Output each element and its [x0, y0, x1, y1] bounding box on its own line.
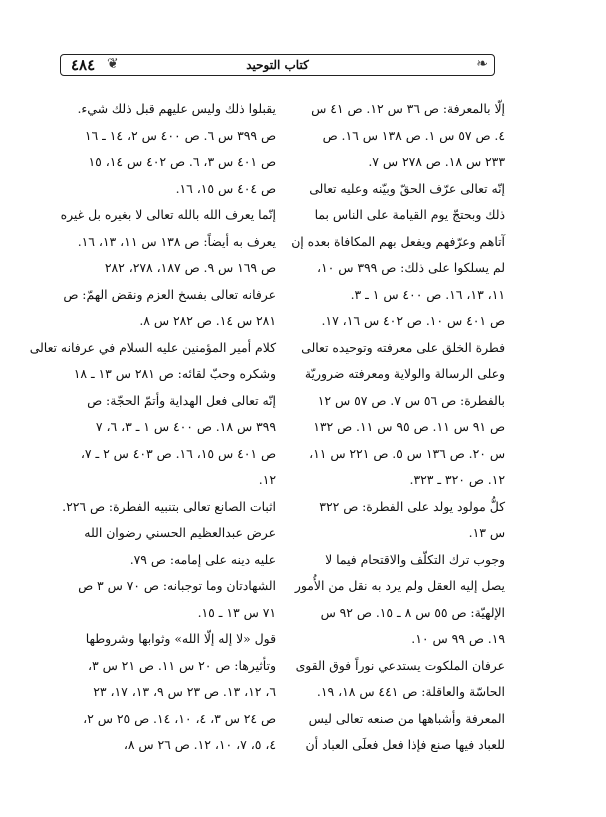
- index-line: س ١٣.: [468, 525, 505, 540]
- right-column: [287, 96, 505, 759]
- index-line: آتاهم وعرّفهم ويفعل بهم المكافاة بعده إن: [291, 233, 505, 249]
- index-line: إنّه تعالى فعل الهداية وأتمّ الحجّة: ص: [87, 392, 276, 408]
- index-line: وعلى الرسالة والولاية ومعرفته ضروريّة: [304, 366, 505, 381]
- index-line: اثبات الصانع تعالى بتنبيه الفطرة: ص ٢٢٦.: [62, 498, 276, 514]
- index-line: ص ٤٠١ س ١٠. ص ٤٠٢ س ١٦، ١٧.: [321, 313, 505, 328]
- index-line: ص ٤٠٤ س ١٥، ١٦.: [175, 180, 276, 196]
- index-line: يقبلوا ذلك وليس عليهم قبل ذلك شيء.: [77, 101, 276, 116]
- index-line: ١٩. ص ٩٩ س ١٠.: [411, 631, 505, 646]
- index-line: قول «لا إله إلّا الله» وثوابها وشروطها: [85, 631, 276, 646]
- page-number: ٤٨٤: [71, 56, 96, 74]
- index-line: ١٢.: [258, 472, 276, 487]
- index-line: ١١، ١٣، ١٦. ص ٤٠٠ س ١ ـ ٣.: [350, 286, 505, 302]
- index-line: الشهادتان وما توجبانه: ص ٧٠ س ٣ ص: [78, 578, 276, 593]
- index-line: ٢٨١ س ١٤. ص ٢٨٢ س ٨.: [139, 313, 276, 328]
- page-header: [60, 54, 495, 76]
- index-line: ٤، ٥، ٧، ١٠، ١٢. ص ٢٦ س ٨،: [123, 737, 276, 752]
- left-column: [29, 96, 276, 759]
- index-line: ص ٤٠١ س ١٥، ١٦. ص ٤٠٣ س ٢ ـ ٧،: [80, 445, 276, 461]
- book-title: كتاب التوحيد: [246, 58, 309, 72]
- index-line: للعباد فيها صنع فإذا فعل فعلَى العباد أن: [305, 737, 505, 752]
- index-line: عليه دينه على إمامه: ص ٧٩.: [129, 551, 276, 567]
- index-line: فطرة الخلق على معرفته وتوحيده تعالى: [301, 339, 505, 355]
- index-line: وشكره وحبّ لقائه: ص ٢٨١ س ١٣ ـ ١٨: [73, 366, 276, 381]
- index-line: س ٢٠. ص ١٣٦ س ٥. ص ٢٢١ س ١١،: [309, 445, 505, 461]
- index-line: ١٢. ص ٣٢٠ ـ ٣٢٣.: [409, 472, 505, 487]
- index-line: المعرفة وأشباهها من صنعه تعالى ليس: [308, 710, 505, 726]
- index-line: كلام أمير المؤمنين عليه السلام في عرفانه تعالى: [29, 339, 276, 355]
- index-line: لم يسلكوا على ذلك: ص ٣٩٩ س ١٠،: [316, 260, 505, 275]
- header-ornament-right-icon: ❧: [476, 56, 488, 72]
- header-ornament-left-icon: ❦: [107, 56, 119, 72]
- index-line: ص ٣٩٩ س ٦. ص ٤٠٠ س ٢، ١٤ ـ ١٦: [84, 127, 276, 143]
- index-line: وتأثيرها: ص ٢٠ س ١١. ص ٢١ س ٣،: [88, 657, 276, 673]
- index-line: يعرف به أيضاً: ص ١٣٨ س ١١، ١٣، ١٦.: [77, 233, 276, 249]
- index-line: إنّه تعالى عرّف الحقّ وبيّنه وعليه تعالى: [309, 180, 505, 196]
- index-line: ٢٣٣ س ١٨. ص ٢٧٨ س ٧.: [368, 154, 505, 169]
- index-line: إنّما يعرف الله بالله تعالى لا بغيره بل غيره: [60, 207, 276, 222]
- index-line: عرض عبدالعظيم الحسني رضوان الله: [84, 525, 276, 540]
- index-line: يصل إليه العقل ولم يرد به نقل من الأُمور: [294, 578, 505, 593]
- index-line: ذلك وبحتجّ يوم القيامة على الناس بما: [314, 207, 505, 222]
- index-line: بالفطرة: ص ٥٦ س ٧. ص ٥٧ س ١٢: [317, 392, 505, 408]
- index-line: ص ١٦٩ س ٩. ص ١٨٧، ٢٧٨، ٢٨٢: [104, 260, 276, 275]
- index-line: عرفان الملكوت يستدعي نوراً فوق القوى: [295, 657, 505, 673]
- index-line: ٤. ص ٥٧ س ١. ص ١٣٨ س ١٦. ص: [322, 127, 505, 143]
- index-line: الإلهيّة: ص ٥٥ س ٨ ـ ١٥. ص ٩٢ س: [320, 604, 505, 620]
- index-line: ٦، ١٢، ١٣. ص ٢٣ س ٩، ١٣، ١٧، ٢٣: [93, 684, 276, 699]
- index-line: ص ٩١ س ١١. ص ٩٥ س ١١. ص ١٣٢: [313, 419, 505, 434]
- index-line: ص ٢٤ س ٣، ٤، ١٠، ١٤. ص ٢٥ س ٢،: [83, 710, 276, 726]
- index-line: عرفانه تعالى بفسخ العزم ونقض الهمّ: ص: [63, 286, 276, 302]
- index-line: وجوب ترك التكلّف والاقتحام فيما لا: [325, 551, 505, 567]
- index-line: إلّا بالمعرفة: ص ٣٦ س ١٢. ص ٤١ س: [311, 101, 505, 116]
- index-line: ص ٤٠١ س ٣، ٦. ص ٤٠٢ س ١٤، ١٥: [88, 154, 276, 169]
- index-line: ٧١ س ١٣ ـ ١٥.: [197, 604, 276, 620]
- index-line: كلُّ مولود يولد على الفطرة: ص ٣٢٢: [319, 498, 505, 514]
- index-line: الحاسّة والعاقلة: ص ٤٤١ س ١٨، ١٩.: [316, 684, 505, 699]
- index-line: ٣٩٩ س ١٨. ص ٤٠٠ س ١ ـ ٣، ٦، ٧: [95, 419, 276, 434]
